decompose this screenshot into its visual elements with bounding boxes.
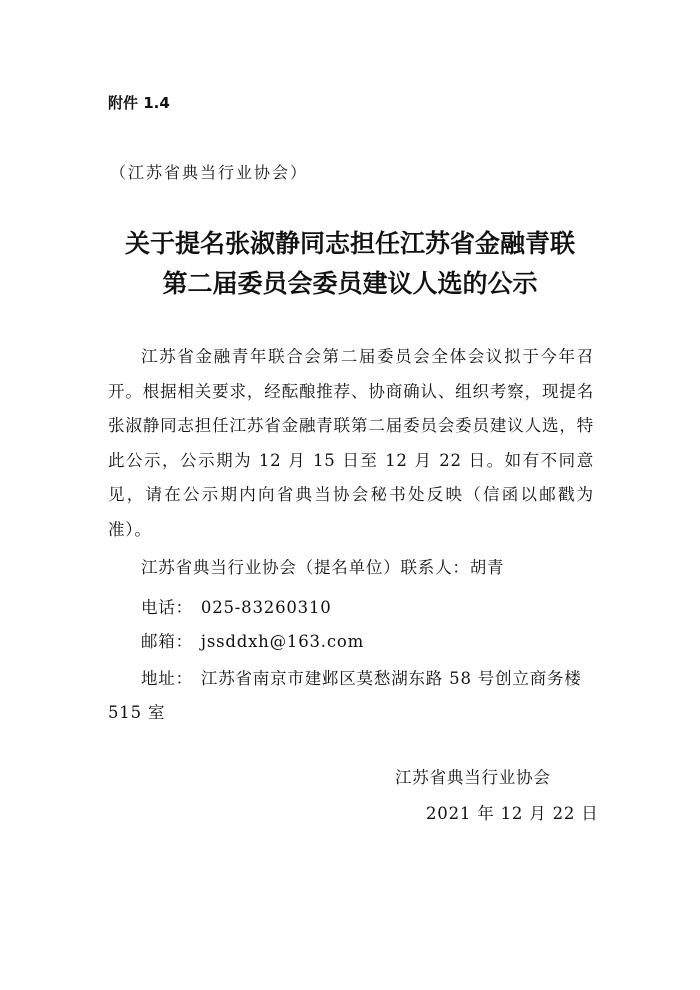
address-line: [108, 662, 594, 730]
telephone-line: [141, 594, 332, 618]
address-label: 地址：: [141, 669, 193, 688]
email-value: jssddxh@163.com: [200, 632, 365, 651]
address-value: 江苏省南京市建邺区莫愁湖东路 58 号创立商务楼 515 室: [108, 669, 582, 722]
telephone-label: 电话：: [141, 598, 193, 617]
document-title: [90, 224, 610, 304]
org-note: （江苏省典当行业协会）: [110, 163, 309, 182]
signature-date: 2021 年 12 月 22 日: [426, 804, 599, 823]
email-label: 邮箱：: [141, 632, 193, 651]
telephone-value: 025-83260310: [200, 598, 332, 617]
email-line: [141, 628, 364, 652]
body-paragraph: 江苏省金融青年联合会第二届委员会全体会议拟于今年召开。根据相关要求，经酝酿推荐、协商确认、组织考察，现提名张淑静同志担任江苏省金融青联第二届委员会委员建议人选，特此公示，公示期为 12 月 15 日至 12 月 22 日。如有不同意见，请在公示期内向省典当协会秘书处反映（信函以邮戳为准）。: [108, 347, 594, 539]
title-line-1: 关于提名张淑静同志担任江苏省金融青联: [124, 229, 575, 258]
attachment-label: 附件 1.4: [108, 94, 170, 112]
title-line-2: 第二届委员会委员建议人选的公示: [162, 269, 538, 298]
signature-organization: 江苏省典当行业协会: [395, 768, 551, 787]
contact-person-line: 江苏省典当行业协会（提名单位）联系人：胡青: [141, 558, 505, 577]
